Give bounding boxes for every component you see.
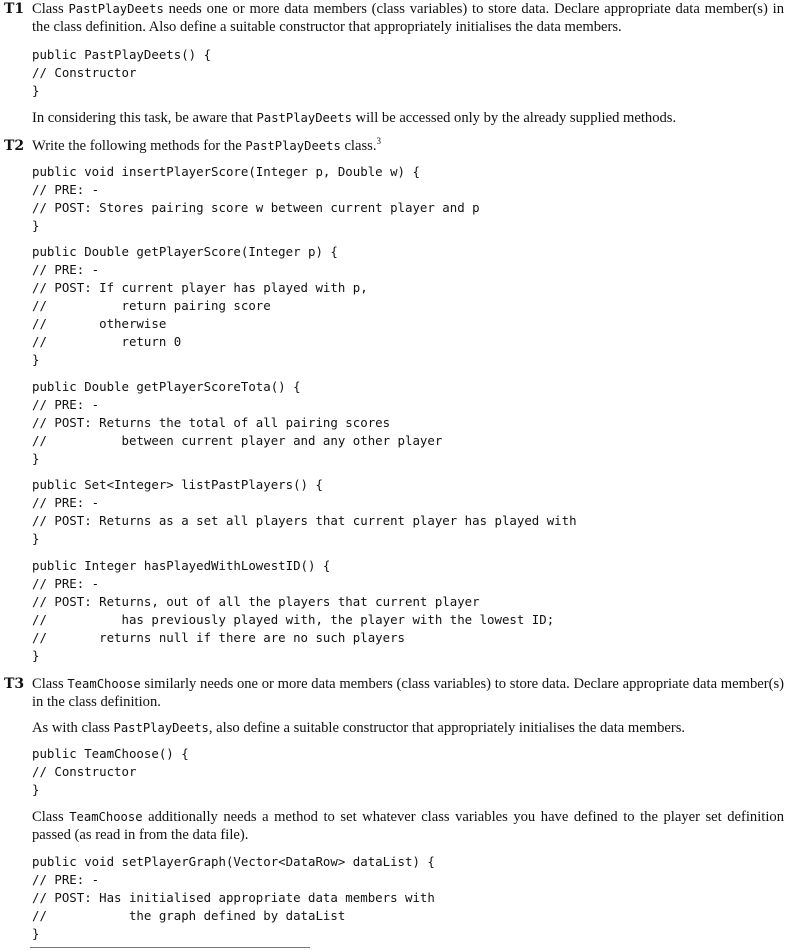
- task-note: In considering this task, be aware that PastPlayDeets will be accessed only by the already supplied methods.: [32, 110, 677, 126]
- code-method-get-player-score: public Double getPlayerScore(Integer p) { // PRE: - // POST: If current player has played with p, // return pairing score // otherwise // return 0 }: [32, 244, 368, 367]
- code-method-set-player-graph: public void setPlayerGraph(Vector<DataRow> dataList) { // PRE: - // POST: Has initialised appropriate data members with // the graph defined by dataList }: [32, 854, 435, 941]
- task-label: T1: [4, 1, 25, 17]
- class-name: PastPlayDeets: [245, 139, 341, 153]
- footnote-rule: [30, 947, 310, 948]
- task-note: As with class PastPlayDeets, also define a suitable constructor that appropriately initialises the data members.: [32, 720, 686, 736]
- class-name: PastPlayDeets: [68, 2, 164, 16]
- code-method-insert-player-score: public void insertPlayerScore(Integer p, Double w) { // PRE: - // POST: Stores pairing score w between current player and p }: [32, 164, 480, 233]
- task-description: Write the following methods for the PastPlayDeets class.$^3$: [32, 136, 381, 154]
- code-constructor: public PastPlayDeets() { // Constructor }: [32, 47, 212, 98]
- footnote-marker: 3: [376, 136, 381, 147]
- class-name: PastPlayDeets: [256, 111, 352, 125]
- class-name: TeamChoose: [69, 810, 143, 824]
- code-method-has-played-with-lowest-id: public Integer hasPlayedWithLowestID() { // PRE: - // POST: Returns, out of all the players that current player // has previously played with, the player with the lowest ID; // returns null if there are no such players }: [32, 558, 555, 663]
- task-label: T3: [4, 676, 25, 692]
- task-setter-description: Class TeamChoose additionally needs a method to set whatever class variables you have defined to the player set definition passed (as read in from the data file).: [32, 809, 784, 843]
- code-method-get-player-score-total: public Double getPlayerScoreTota() { // PRE: - // POST: Returns the total of all pairing scores // between current player and any other player }: [32, 379, 443, 466]
- task-description: Class PastPlayDeets needs one or more data members (class variables) to store data. Declare appropriate data member(s) in the class definition. Also define a suitable constructor that appropriately initialises the data members.: [32, 1, 784, 35]
- class-name: PastPlayDeets: [113, 721, 209, 735]
- task-label: T2: [4, 138, 25, 154]
- code-constructor: public TeamChoose() { // Constructor }: [32, 746, 189, 797]
- task-description: Class TeamChoose similarly needs one or more data members (class variables) to store data. Declare appropriate data member(s) in the class definition.: [32, 676, 784, 710]
- code-method-list-past-players: public Set<Integer> listPastPlayers() { // PRE: - // POST: Returns as a set all players that current player has played with }: [32, 477, 577, 546]
- class-name: TeamChoose: [67, 677, 141, 691]
